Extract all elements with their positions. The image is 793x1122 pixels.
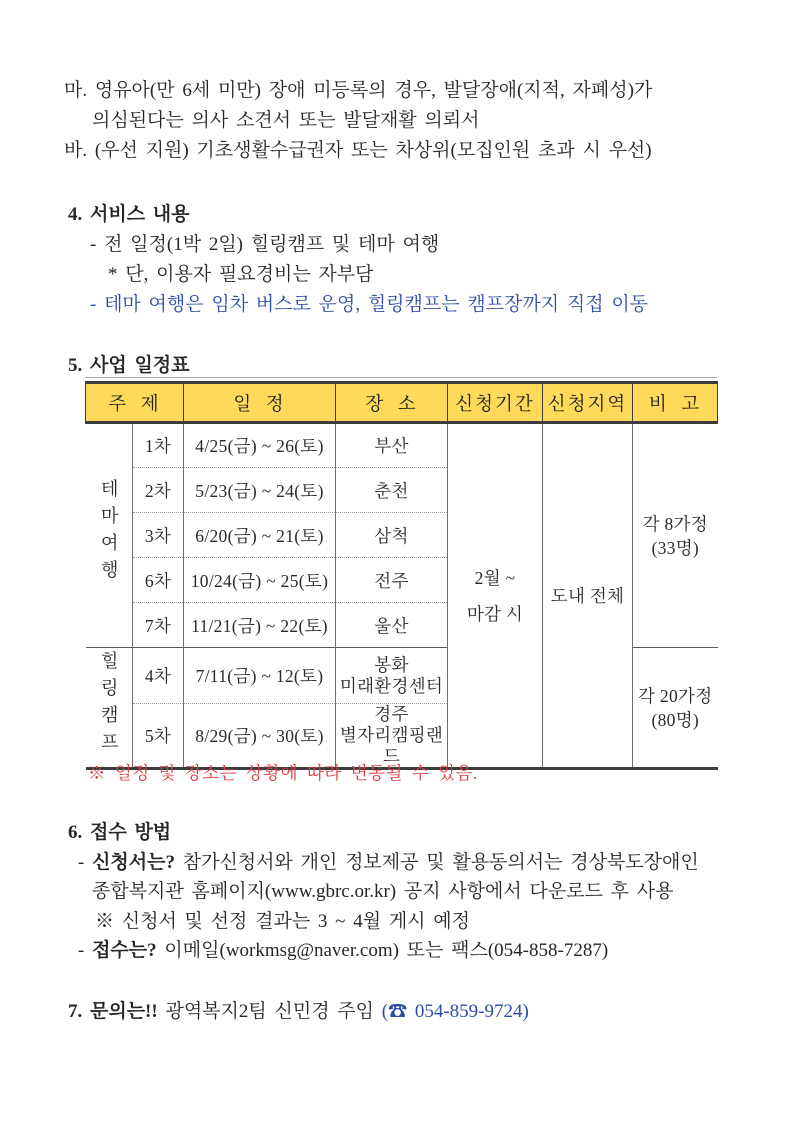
- table-row: [86, 423, 718, 468]
- schedule-cell: 5/23(금) ~ 24(토): [184, 468, 336, 513]
- schedule-cell: 10/24(금) ~ 25(토): [184, 558, 336, 603]
- section-apply: [68, 818, 699, 966]
- section4-note: * 단, 이용자 필요경비는 자부담: [108, 264, 374, 285]
- table-header-row: [86, 383, 718, 423]
- place-cell: 삼척: [336, 513, 448, 558]
- place-line2: 별자리캠핑랜드: [339, 725, 444, 766]
- section7-heading: 7. 문의는!!: [68, 1001, 158, 1022]
- period-cell: [448, 423, 543, 769]
- place-line1: 경주: [374, 704, 409, 724]
- topic-group-thema: [86, 423, 133, 648]
- section6-line4-rest: 이메일(workmsg@naver.com) 또는 팩스(054-858-7287): [156, 940, 609, 961]
- section6-line4-bold: 접수는?: [92, 940, 157, 961]
- intro-item-ma-line2: 의심된다는 의사 소견서 또는 발달재활 의뢰서: [92, 110, 480, 131]
- period-line2: 마감 시: [466, 603, 524, 624]
- schedule-table-wrap: [85, 377, 717, 770]
- place-cell: 춘천: [336, 468, 448, 513]
- note-camp-line2: (80명): [651, 709, 700, 730]
- round-cell: 6차: [133, 558, 184, 603]
- section4-bullet1: - 전 일정(1박 2일) 힐링캠프 및 테마 여행: [90, 234, 440, 255]
- note-thema-line2: (33명): [651, 537, 700, 558]
- section7-rest: 광역복지2팀 신민경 주임: [157, 1001, 382, 1022]
- place-cell: 전주: [336, 558, 448, 603]
- round-cell: 5차: [133, 704, 184, 769]
- section5-heading: 5. 사업 일정표: [68, 355, 190, 376]
- section4-heading: 4. 서비스 내용: [68, 204, 190, 225]
- col-header-region: 신청지역: [543, 383, 633, 423]
- schedule-cell: 7/11(금) ~ 12(토): [184, 648, 336, 704]
- topic-vertical-label: 힐링캠프: [98, 651, 119, 759]
- col-header-place: 장 소: [336, 383, 448, 423]
- table-footnote: ※ 일정 및 장소는 상황에 따라 변동될 수 있음.: [88, 763, 478, 783]
- dash: -: [78, 851, 93, 873]
- col-header-schedule: 일 정: [184, 383, 336, 423]
- section7-line: [68, 997, 529, 1027]
- place-cell: [336, 704, 448, 769]
- section6-line3: ※ 신청서 및 선정 결과는 3 ~ 4월 게시 예정: [95, 910, 470, 932]
- col-header-period: 신청기간: [448, 383, 543, 423]
- note-camp-cell: [633, 648, 718, 769]
- section6-line1-rest: 참가신청서와 개인 정보제공 및 활용동의서는 경상북도장애인: [175, 851, 699, 873]
- schedule-cell: 6/20(금) ~ 21(토): [184, 513, 336, 558]
- region-cell: 도내 전체: [543, 423, 633, 769]
- section6-line1-bold: 신청서는?: [92, 851, 175, 873]
- topic-vertical-label: 테마여행: [98, 479, 119, 587]
- schedule-cell: 8/29(금) ~ 30(토): [184, 704, 336, 769]
- period-line1: 2월 ~: [474, 567, 516, 588]
- intro-item-ma-line1: 마. 영유아(만 6세 미만) 장애 미등록의 경우, 발달장애(지적, 자폐성)가: [64, 80, 653, 101]
- contact-phone: [382, 1001, 529, 1022]
- place-cell: [336, 648, 448, 704]
- place-cell: 울산: [336, 603, 448, 648]
- section6-line4: [78, 936, 699, 966]
- section4-bullet2: - 테마 여행은 임차 버스로 운영, 힐링캠프는 캠프장까지 직접 이동: [90, 294, 649, 315]
- section-service: [68, 200, 648, 320]
- contact-phone-number: 054-859-9724): [407, 1001, 529, 1022]
- round-cell: 1차: [133, 423, 184, 468]
- round-cell: 4차: [133, 648, 184, 704]
- intro-list: [64, 76, 652, 166]
- schedule-table: [85, 381, 718, 770]
- section6-heading: 6. 접수 방법: [68, 822, 172, 843]
- schedule-cell: 11/21(금) ~ 22(토): [184, 603, 336, 648]
- paren-open: (: [381, 1001, 389, 1022]
- place-line2: 미래환경센터: [339, 675, 444, 696]
- place-line1: 봉화: [374, 654, 409, 675]
- col-header-note: 비 고: [633, 383, 718, 423]
- intro-item-ba: 바. (우선 지원) 기초생활수급권자 또는 차상위(모집인원 초과 시 우선): [64, 140, 652, 161]
- phone-icon: ☎: [388, 1001, 408, 1022]
- round-cell: 7차: [133, 603, 184, 648]
- round-cell: 2차: [133, 468, 184, 513]
- note-thema-line1: 각 8가정: [642, 513, 708, 534]
- note-thema-cell: [633, 423, 718, 648]
- place-cell: 부산: [336, 423, 448, 468]
- section6-line2: 종합복지관 홈페이지(www.gbrc.or.kr) 공지 사항에서 다운로드 후 사용: [92, 881, 674, 902]
- note-camp-line1: 각 20가정: [638, 685, 713, 706]
- col-header-topic: 주 제: [86, 383, 184, 423]
- schedule-cell: 4/25(금) ~ 26(토): [184, 423, 336, 468]
- section-contact: [68, 997, 529, 1027]
- section6-line1: [78, 848, 699, 878]
- round-cell: 3차: [133, 513, 184, 558]
- topic-group-camp: [86, 648, 133, 769]
- dash: -: [78, 940, 93, 961]
